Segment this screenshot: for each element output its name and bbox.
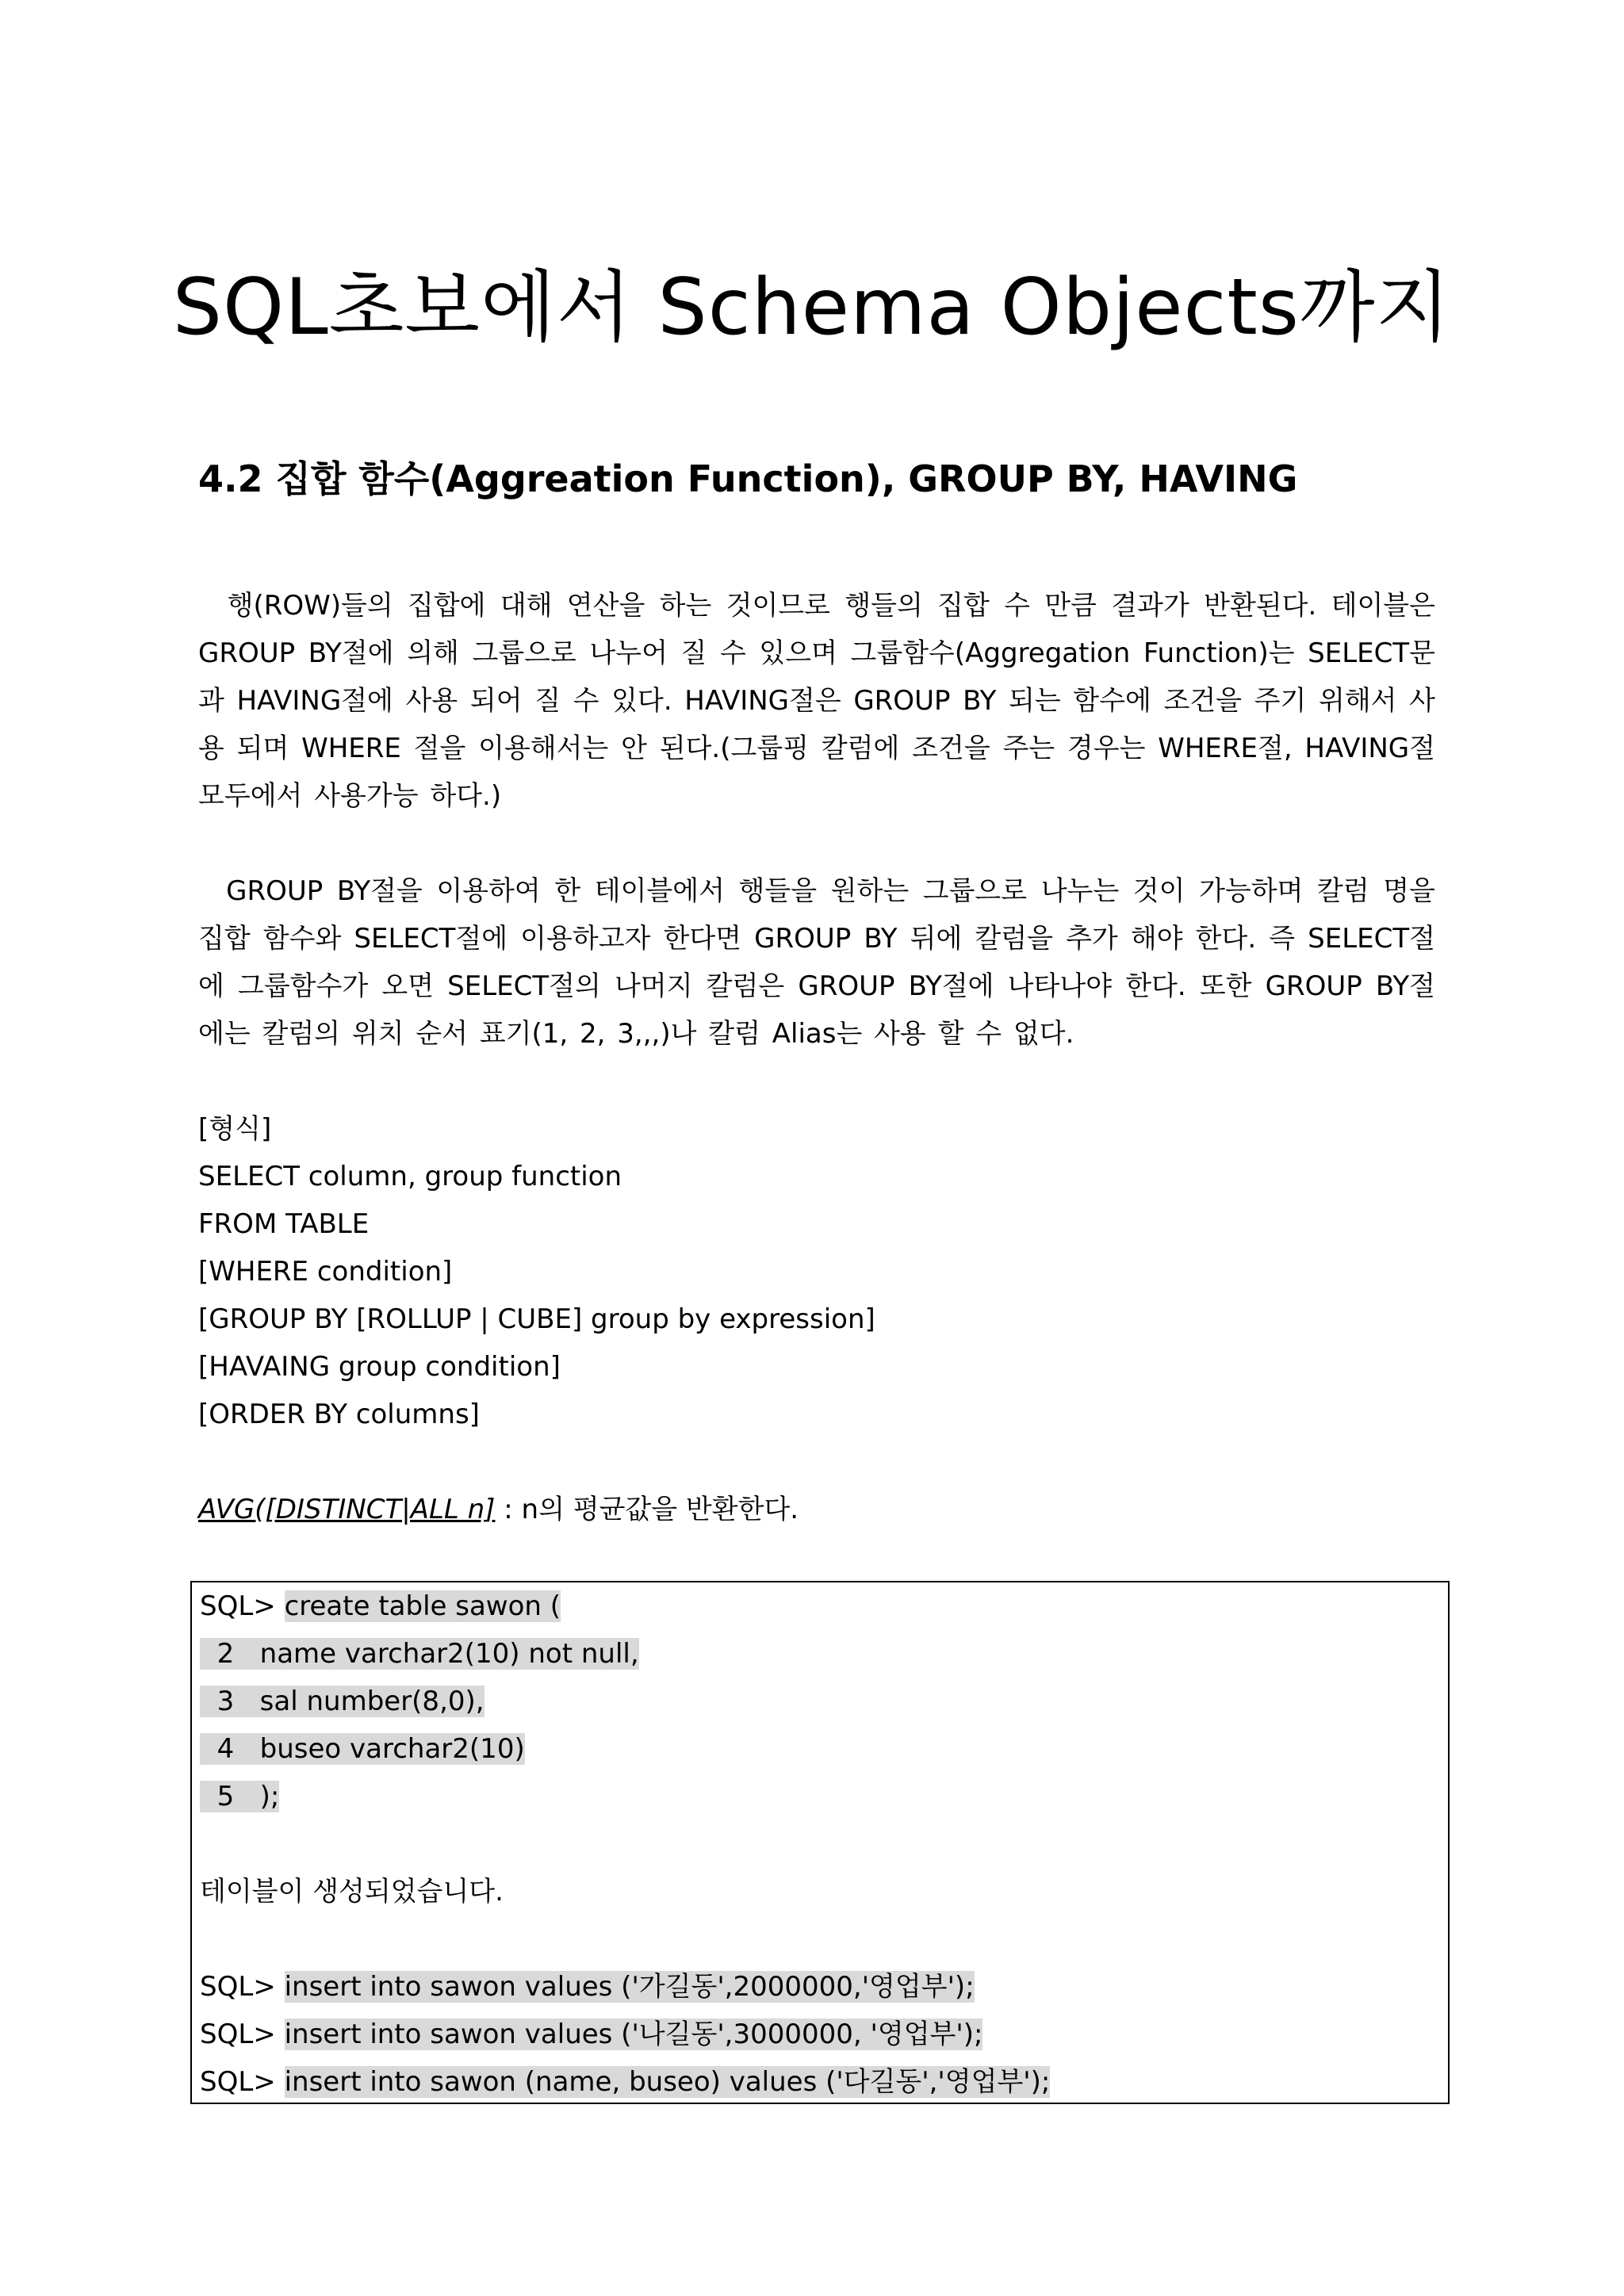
avg-function-signature: AVG([DISTINCT|ALL n] (198, 1494, 496, 1525)
sql-code: buseo varchar2(10) (259, 1733, 525, 1765)
sql-code: ); (259, 1781, 280, 1812)
syntax-line: [WHERE condition] (198, 1256, 453, 1288)
paragraph-aggregation-intro (198, 582, 1435, 820)
avg-description: : n의 평균값을 반환한다. (495, 1494, 799, 1525)
sql-line-number: 3 (200, 1686, 260, 1717)
sql-code: insert into sawon values ('나길동',3000000, '영업부'); (284, 2019, 983, 2050)
paragraph-group-by (198, 867, 1435, 1058)
document-title: SQL초보에서 Schema Objects까지 (172, 262, 1452, 353)
sql-code: name varchar2(10) not null, (259, 1638, 639, 1670)
sql-prompt: SQL> (200, 2066, 285, 2098)
syntax-label: [형식] (198, 1113, 272, 1145)
sql-code: sal number(8,0), (259, 1686, 485, 1717)
sql-line-number: 2 (200, 1638, 260, 1670)
syntax-line: [HAVAING group condition] (198, 1351, 561, 1383)
paragraph-text: GROUP BY절을 이용하여 한 테이블에서 행들을 원하는 그룹으로 나누는 것이 가능하며 칼럼 명을 집합 함수와 SELECT절에 이용하고자 한다면 GROUP BY 뒤에 칼럼을 추가 해야 한다. 즉 SELECT절에 그룹함수가 오면 SELECT절의 나머지 칼럼은 GROUP BY절에 나타나야 한다. 또한 GROUP BY절에는 칼럼의 위치 순서 표기(1, 2, 3,,,)나 칼럼 Alias는 사용 할 수 없다. (198, 875, 1435, 1050)
sql-line-number: 4 (200, 1733, 260, 1765)
avg-definition (198, 1486, 799, 1533)
sql-code: insert into sawon (name, buseo) values ('다길동','영업부'); (284, 2066, 1051, 2098)
sql-prompt: SQL> (200, 1971, 285, 2003)
sql-continuation-line (200, 1630, 639, 1678)
sql-continuation-line (200, 1678, 485, 1725)
syntax-block (198, 1105, 875, 1438)
sql-result-message: 테이블이 생성되었습니다. (200, 1876, 504, 1908)
syntax-line: [GROUP BY [ROLLUP | CUBE] group by expression] (198, 1303, 875, 1335)
sql-create-line (200, 1582, 561, 1630)
sql-code: insert into sawon values ('가길동',2000000,'영업부'); (284, 1971, 975, 2003)
sql-example-box (190, 1581, 1450, 2104)
sql-continuation-line (200, 1725, 525, 1773)
syntax-line: SELECT column, group function (198, 1161, 622, 1192)
sql-prompt: SQL> (200, 1590, 285, 1622)
sql-insert-line (200, 2011, 982, 2058)
syntax-line: [ORDER BY columns] (198, 1399, 480, 1430)
syntax-line: FROM TABLE (198, 1208, 370, 1240)
sql-line-number: 5 (200, 1781, 260, 1812)
sql-insert-line (200, 2058, 1050, 2106)
sql-code: create table sawon ( (284, 1590, 561, 1622)
sql-insert-line (200, 1963, 975, 2011)
section-heading: 4.2 집합 함수(Aggreation Function), GROUP BY, HAVING (198, 457, 1298, 500)
paragraph-text: 행(ROW)들의 집합에 대해 연산을 하는 것이므로 행들의 집합 수 만큼 결과가 반환된다. 테이블은 GROUP BY절에 의해 그룹으로 나누어 질 수 있으며 그룹함수(Aggregation Function)는 SELECT문과 HAVING절에 사용 되어 질 수 있다. HAVING절은 GROUP BY 되는 함수에 조건을 주기 위해서 사용 되며 WHERE 절을 이용해서는 안 된다.(그룹핑 칼럼에 조건을 주는 경우는 WHERE절, HAVING절 모두에서 사용가능 하다.) (198, 590, 1435, 812)
sql-prompt: SQL> (200, 2019, 285, 2050)
sql-continuation-line (200, 1773, 279, 1820)
